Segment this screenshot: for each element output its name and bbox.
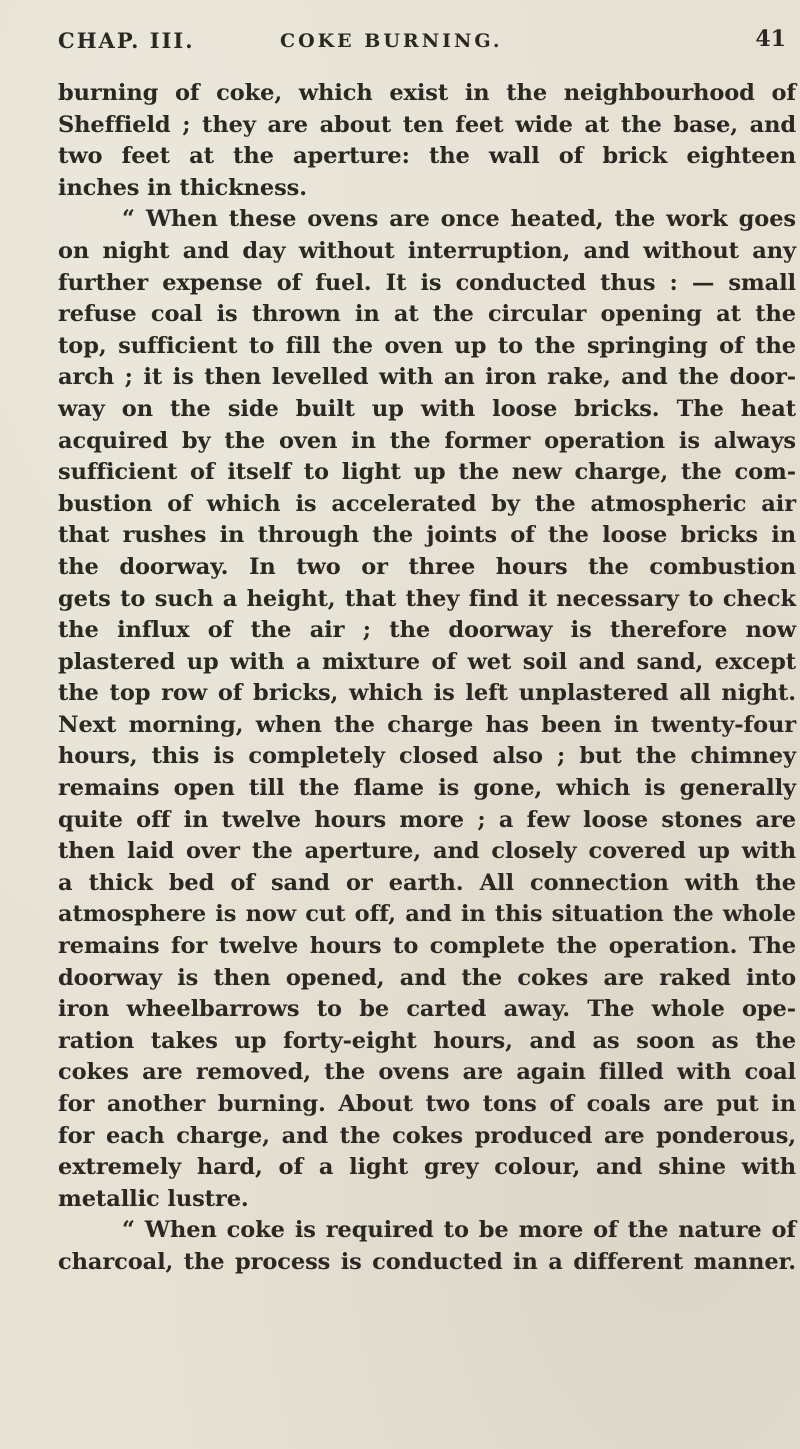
text-line: plastered up with a mixture of wet soil and sand, except [58, 648, 796, 675]
text-line: way on the side built up with loose bricks. The heat [58, 395, 796, 422]
text-line: sufficient of itself to light up the new charge, the com- [58, 459, 796, 486]
text-line: remains open till the flame is gone, which is generally [58, 775, 796, 802]
text-line: metallic lustre. [58, 1185, 249, 1212]
paragraph-start-line: “ When coke is required to be more of the nature of [122, 1217, 796, 1244]
text-line: the top row of bricks, which is left unplastered all night. [58, 680, 796, 707]
text-line: for each charge, and the cokes produced are ponderous, [58, 1122, 796, 1149]
text-line: doorway is then opened, and the cokes are raked into [58, 964, 796, 991]
text-line: cokes are removed, the ovens are again filled with coal [58, 1059, 796, 1086]
text-line: refuse coal is thrown in at the circular opening at the [58, 301, 796, 328]
text-line: two feet at the aperture: the wall of brick eighteen [58, 143, 796, 170]
running-head [58, 24, 790, 64]
text-line: that rushes in through the joints of the loose bricks in [58, 522, 796, 549]
text-line: top, sufficient to fill the oven up to the springing of the [58, 332, 796, 359]
text-line: acquired by the oven in the former operation is always [58, 427, 796, 454]
text-line: the influx of the air ; the doorway is therefore now [58, 617, 796, 644]
text-line: extremely hard, of a light grey colour, and shine with [58, 1154, 796, 1181]
paragraph-start-line: “ When these ovens are once heated, the work goes [122, 206, 796, 233]
text-line: inches in thickness. [58, 174, 307, 201]
text-line: arch ; it is then levelled with an iron rake, and the door- [58, 364, 796, 391]
text-line: Next morning, when the charge has been in twenty-four [58, 711, 796, 738]
text-line: hours, this is completely closed also ; but the chimney [58, 743, 796, 770]
text-line: quite off in twelve hours more ; a few loose stones are [58, 806, 796, 833]
text-line: the doorway. In two or three hours the combustion [58, 553, 796, 580]
text-line: atmosphere is now cut off, and in this situation the whole [58, 901, 796, 928]
body-text [58, 78, 800, 1279]
text-line: charcoal, the process is conducted in a different manner. [58, 1248, 796, 1275]
text-line: then laid over the aperture, and closely covered up with [58, 838, 796, 865]
chapter-label: CHAP. III. [58, 28, 195, 53]
text-line: further expense of fuel. It is conducted thus : — small [58, 269, 796, 296]
text-line: ration takes up forty-eight hours, and as soon as the [58, 1027, 796, 1054]
text-line: for another burning. About two tons of coals are put in [58, 1091, 796, 1117]
text-line: gets to such a height, that they find it necessary to check [58, 585, 796, 612]
page-number: 41 [755, 26, 786, 52]
text-line: burning of coke, which exist in the neighbourhood of [58, 80, 796, 106]
running-title: COKE BURNING. [280, 30, 503, 52]
text-line: remains for twelve hours to complete the operation. The [58, 933, 796, 960]
text-line: bustion of which is accelerated by the atmospheric air [58, 490, 796, 517]
text-line: iron wheelbarrows to be carted away. The whole ope- [58, 996, 796, 1023]
text-line: Sheffield ; they are about ten feet wide at the base, and [58, 111, 796, 138]
text-line: a thick bed of sand or earth. All connection with the [58, 869, 796, 896]
text-line: on night and day without interruption, and without any [58, 237, 796, 264]
